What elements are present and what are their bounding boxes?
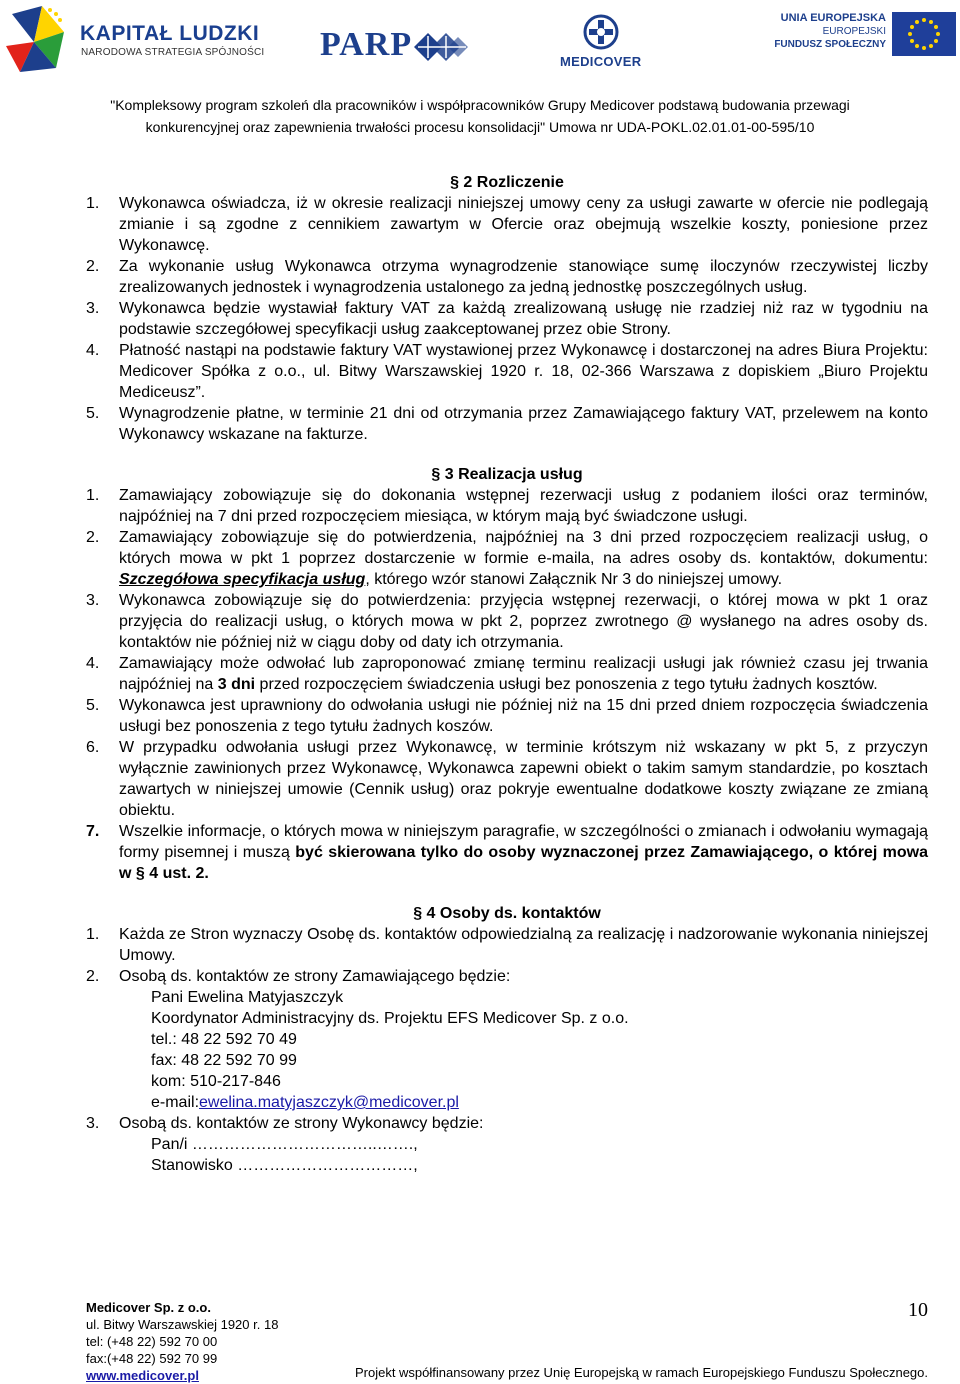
header-logos [0,0,960,90]
contractor-person-placeholder: Pan/i ……………………………..……., [151,1136,418,1153]
item-number: 5. [86,697,100,714]
footer-website-link[interactable]: www.medicover.pl [86,1368,199,1383]
item-text-part: Zamawiający zobowiązuje się do potwierdzenia, najpóźniej na 3 dni przed rozpoczęciem realizacji usług, o których mowa w pkt 1 poprzez dostarczenie w formie e-maila, na adres osoby ds. kontaktów, dokumentu: [119,529,928,567]
kapital-ludzki-logo [4,2,274,74]
item-number: 4. [86,342,100,359]
specification-document-name: Szczegółowa specyfikacja usług [119,571,366,588]
section-3-item [86,695,928,737]
footer-company: Medicover Sp. z o.o. [86,1300,211,1315]
footer-fax: fax:(+48 22) 592 70 99 [86,1351,218,1366]
item-number: 3. [86,300,100,317]
contact-email-label: e-mail: [151,1094,200,1111]
item-number: 3. [86,1115,100,1132]
item-number: 2. [86,968,100,985]
section-4-item [86,1113,928,1134]
item-text: Za wykonanie usług Wykonawca otrzyma wynagrodzenie stanowiące sumę iloczynów rzeczywistej liczby zrealizowanych jednostek i wynagrodzenia ustalonego za jedną jednostkę poszczególnych usług. [119,258,928,296]
parp-logo [320,22,470,72]
footer-address [86,1299,278,1384]
item-text: Wykonawca zobowiązuje się do potwierdzenia: przyjęcia wstępnej rezerwacji, o której mowa w pkt 1 oraz przyjęcia do realizacji usług, o których mowa w pkt 2, poprzez zwrotnego @ wysłanego na adres osoby ds. kontaktów nie później niż w ciągu doby od daty ich otrzymania. [119,592,928,651]
page-number: 10 [908,1299,928,1321]
section-2-item [86,298,928,340]
eu-line2: EUROPEJSKI [822,26,886,37]
bold-requirement: być skierowana tylko do osoby wyznaczonej przez Zamawiającego, o której mowa w § 4 ust. 2. [119,844,928,882]
section-3-item [86,527,928,590]
section-4-title: § 4 Osoby ds. kontaktów [413,905,601,922]
item-number: 6. [86,739,100,756]
item-number: 5. [86,405,100,422]
section-4-item [86,924,928,966]
item-text: Wykonawca jest uprawniony do odwołania usługi nie później niż na 15 dni przed dniem rozpoczęcia świadczenia usługi bez ponoszenia z tego tytułu żadnych koszów. [119,697,928,735]
contact-tel: tel.: 48 22 592 70 49 [151,1031,297,1048]
item-text: Osobą ds. kontaktów ze strony Wykonawcy będzie: [119,1115,484,1132]
section-2-item [86,256,928,298]
eu-flag-icon [892,12,956,56]
contact-email-link[interactable]: ewelina.matyjaszczyk@medicover.pl [199,1094,459,1111]
days-emphasis: 3 dni [217,676,256,693]
item-number: 1. [86,926,100,943]
eu-text [774,12,886,51]
parp-mark-icon [408,24,470,70]
section-4-item [86,966,928,987]
kapital-ludzki-star-icon [4,2,74,74]
contact-mobile: kom: 510-217-846 [151,1073,281,1090]
spacer [86,884,928,903]
parp-text: PARP [320,26,413,63]
contractor-position-placeholder: Stanowisko ……………………………, [151,1157,418,1174]
contact-email-row [86,1092,928,1113]
item-text: Osobą ds. kontaktów ze strony Zamawiającego będzie: [119,968,511,985]
item-text: Płatność nastąpi na podstawie faktury VAT wystawionej przez Wykonawcę i dostarczonej na adres Biura Projektu: Medicover Spółka z o.o., ul. Bitwy Warszawskiej 1920 r. 18, 02-366 Warszawa z dopiskiem „Biuro Projektu Mediceusz”. [119,342,928,401]
section-2-title: § 2 Rozliczenie [450,174,564,191]
section-2-item [86,340,928,403]
spacer [86,445,928,464]
item-number: 1. [86,487,100,504]
section-3-item [86,653,928,695]
item-text: W przypadku odwołania usługi przez Wykonawcę, w terminie krótszym niż wskazany w pkt 5, z przyczyn wyłącznie zawinionych przez Wykonawcę, Wykonawca zapewni obiekt o takim samym standardzie, po kosztach zawartych w niniejszej umowie (Cennik usług) oraz pokryje ewentualne dodatkowe koszty związane ze zmianą obiektu. [119,739,928,819]
program-line-2: konkurencyjnej oraz zapewnienia trwałości procesu konsolidacji" Umowa nr UDA-POKL.02.01.01-00-595/10 [145,119,815,135]
item-text: Wynagrodzenie płatne, w terminie 21 dni od otrzymania przez Zamawiającego faktury VAT, przelewem na konto Wykonawcy wskazane na fakturze. [119,405,928,443]
item-number: 7. [86,823,100,840]
page-footer [86,1299,928,1383]
item-number: 2. [86,529,100,546]
medicover-text: MEDICOVER [560,54,642,69]
item-text [119,527,928,590]
kapital-ludzki-title: KAPITAŁ LUDZKI [80,22,260,45]
eu-line3: FUNDUSZ SPOŁECZNY [774,39,886,50]
item-text: Wykonawca oświadcza, iż w okresie realizacji niniejszej umowy ceny za usługi zawarte w ofercie nie podlegają zmianie i są zgodne z cennikiem zawartym w Ofercie oraz obejmują wszelkie koszty, poniesione przez Wykonawcę. [119,195,928,254]
contact-role: Koordynator Administracyjny ds. Projektu EFS Medicover Sp. z o.o. [151,1010,629,1027]
section-3-title: § 3 Realizacja usług [431,466,583,483]
item-text-part: Zamawiający może odwołać lub zaproponować zmianę terminu realizacji usługi jak również czasu jej trwania najpóźniej na [119,655,928,693]
item-text: Wykonawca będzie wystawiał faktury VAT za każdą zrealizowaną usługę nie rzadziej niż raz w tygodniu na podstawie szczegółowej specyfikacji usług zaakceptowanej przez obie Strony. [119,300,928,338]
item-text [119,653,928,695]
section-2-item [86,193,928,256]
footer-tel: tel: (+48 22) 592 70 00 [86,1334,218,1349]
program-line-1: "Kompleksowy program szkoleń dla pracowników i współpracowników Grupy Medicover podstawą budowania przewagi [110,97,850,113]
item-text-part: , którego wzór stanowi Załącznik Nr 3 do niniejszej umowy. [365,571,783,588]
item-text: Zamawiający zobowiązuje się do dokonania wstępnej rezerwacji usług z podaniem ilości oraz terminów, najpóźniej na 7 dni przed rozpoczęciem miesiąca, w którym mają być świadczone usługi. [119,487,928,525]
contact-fax: fax: 48 22 592 70 99 [151,1052,297,1069]
medicover-mark-icon [578,12,624,52]
kapital-ludzki-subtitle: NARODOWA STRATEGIA SPÓJNOŚCI [81,47,265,58]
eu-logo [766,12,956,72]
item-text-part: Wszelkie informacje, o których mowa w niniejszym paragrafie, w szczególności o zmianach i odwołaniu wymagają formy pisemnej i muszą [119,823,928,861]
section-3-item [86,821,928,884]
section-3-item [86,590,928,653]
item-number: 1. [86,195,100,212]
item-text [119,821,928,884]
program-title [0,94,960,138]
footer-project-note: Projekt współfinansowany przez Unię Europejską w ramach Europejskiego Funduszu Społecznego. [354,1365,928,1380]
footer-street: ul. Bitwy Warszawskiej 1920 r. 18 [86,1317,279,1332]
item-text-part: przed rozpoczęciem świadczenia usługi bez ponoszenia z tego tytułu żadnych kosztów. [255,676,878,693]
eu-line1: UNIA EUROPEJSKA [780,12,886,24]
item-number: 3. [86,592,100,609]
section-2-item [86,403,928,445]
medicover-logo [560,12,640,77]
section-3-item [86,737,928,821]
section-3-item [86,485,928,527]
item-text: Każda ze Stron wyznaczy Osobę ds. kontaktów odpowiedzialną za realizację i nadzorowanie wykonania niniejszej Umowy. [119,926,928,964]
document-body [86,172,928,1176]
contact-name: Pani Ewelina Matyjaszczyk [151,989,344,1006]
item-number: 2. [86,258,100,275]
item-number: 4. [86,655,100,672]
